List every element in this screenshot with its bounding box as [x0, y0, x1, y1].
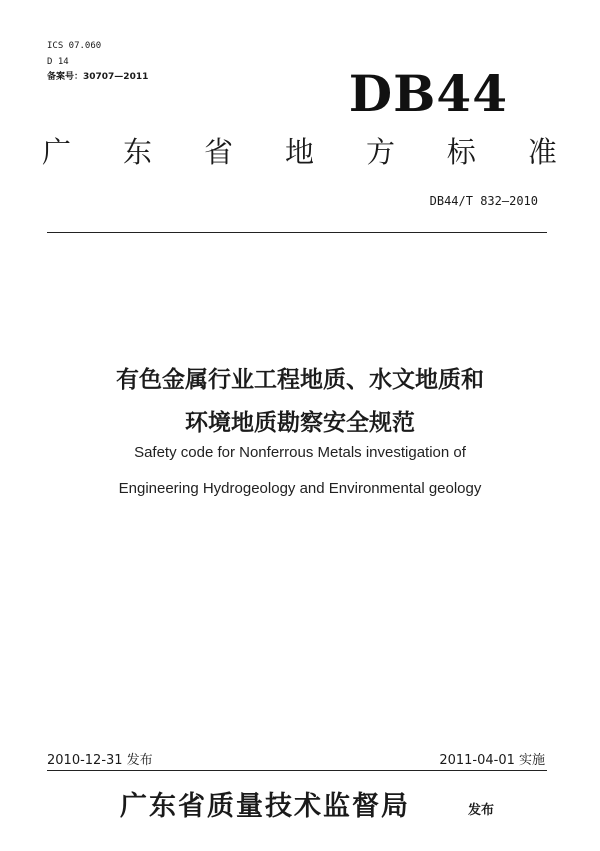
implementation-date: 2011-04-01 实施: [439, 753, 545, 768]
standard-type-char: 地: [284, 135, 314, 169]
standard-number: DB44/T 832—2010: [429, 194, 538, 208]
bottom-divider: [47, 770, 547, 771]
standard-type-char: 方: [365, 135, 395, 169]
title-en-line-2: Engineering Hydrogeology and Environmental geology: [118, 480, 482, 497]
standard-type-char: 东: [122, 135, 152, 169]
top-divider: [47, 232, 547, 233]
record-number: 备案号：30707—2011: [47, 72, 149, 82]
db44-logo: DB44: [348, 64, 508, 123]
title-cn-line-2: 环境地质勘察安全规范: [185, 410, 415, 436]
title-cn-line-1: 有色金属行业工程地质、水文地质和: [116, 367, 484, 393]
issue-date: 2010-12-31 发布: [47, 753, 153, 768]
classification-code: D 14: [47, 57, 69, 67]
standard-type-char: 准: [527, 135, 557, 169]
issuer-suffix: 发布: [468, 803, 495, 818]
standard-type-char: 广: [42, 135, 72, 169]
standard-type-heading: [42, 132, 557, 172]
standard-type-char: 标: [446, 135, 476, 169]
ics-code: ICS 07.060: [47, 41, 102, 51]
title-en-line-1: Safety code for Nonferrous Metals investigation of: [134, 444, 466, 461]
standard-type-char: 省: [203, 135, 233, 169]
issuing-authority: 广东省质量技术监督局: [120, 791, 410, 822]
